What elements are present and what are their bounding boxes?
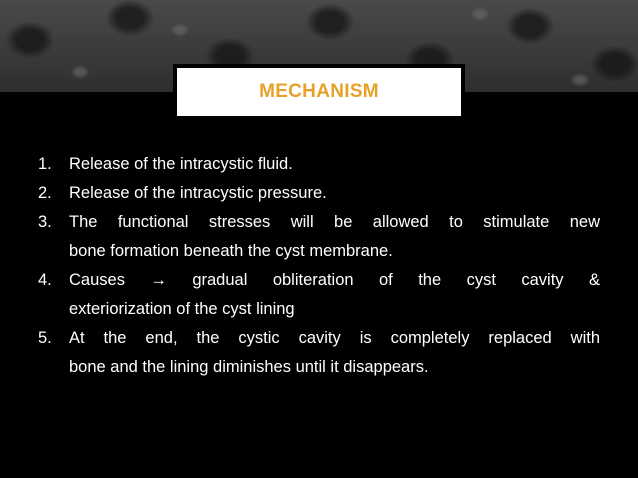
list-text: Release of the intracystic pressure. <box>69 184 327 202</box>
list-text-line-1: The functional stresses will be allowed to stimulate new <box>69 213 600 231</box>
list-number: 5. <box>38 329 52 347</box>
list-number: 1. <box>38 155 52 173</box>
list-number: 4. <box>38 271 52 289</box>
list-text-wrapped <box>69 208 600 266</box>
list-text-line-1: At the end, the cystic cavity is completely replaced with <box>69 329 600 347</box>
list-number: 3. <box>38 213 52 231</box>
list-item <box>38 208 600 266</box>
list-text-line-2: bone formation beneath the cyst membrane. <box>69 242 393 260</box>
list-text-line-2: bone and the lining diminishes until it disappears. <box>69 358 429 376</box>
list-item <box>38 266 600 324</box>
list-item <box>38 324 600 382</box>
title-panel <box>177 68 461 116</box>
list-text-wrapped <box>69 266 600 324</box>
list-text-wrapped <box>69 324 600 382</box>
list-item <box>38 150 600 179</box>
title-frame <box>173 64 465 120</box>
list-item <box>38 179 600 208</box>
slide-title: MECHANISM <box>259 81 379 102</box>
mechanism-list <box>38 150 600 382</box>
list-text-line-1: Causes → gradual obliteration of the cyst cavity & <box>69 271 600 289</box>
list-text-line-2: exteriorization of the cyst lining <box>69 300 295 318</box>
list-text: Release of the intracystic fluid. <box>69 155 293 173</box>
list-number: 2. <box>38 184 52 202</box>
